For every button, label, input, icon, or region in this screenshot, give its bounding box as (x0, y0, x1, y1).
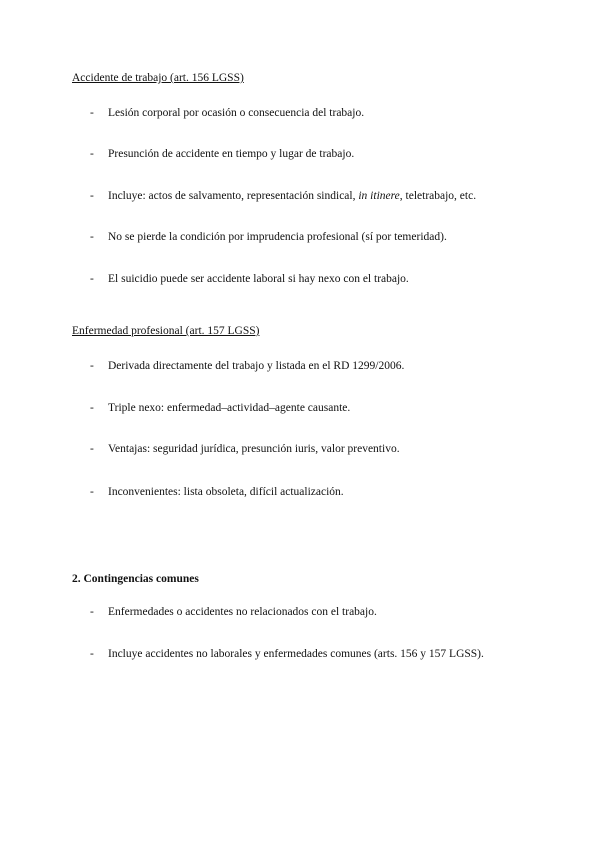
bullet-dash: - (90, 190, 94, 202)
list-item-text: Triple nexo: enfermedad–actividad–agente causante. (108, 402, 351, 414)
list-item-text: Incluye accidentes no laborales y enfermedades comunes (arts. 156 y 157 LGSS). (108, 648, 484, 660)
list-item-text: El suicidio puede ser accidente laboral si hay nexo con el trabajo. (108, 273, 409, 285)
list-item-text: Ventajas: seguridad jurídica, presunción iuris, valor preventivo. (108, 443, 400, 455)
bullet-dash: - (90, 107, 94, 119)
bullet-dash: - (90, 486, 94, 498)
bullet-dash: - (90, 273, 94, 285)
list-item-text: No se pierde la condición por imprudencia profesional (sí por temeridad). (108, 231, 447, 243)
section-heading-accidente-trabajo: Accidente de trabajo (art. 156 LGSS) (72, 72, 244, 84)
bullet-dash: - (90, 231, 94, 243)
bullet-dash: - (90, 443, 94, 455)
list-item-text: Enfermedades o accidentes no relacionados con el trabajo. (108, 606, 377, 618)
list-item (90, 190, 476, 202)
list-item-text-before: Incluye: actos de salvamento, representación sindical, (108, 190, 359, 202)
bullet-dash: - (90, 606, 94, 618)
list-item (90, 648, 484, 660)
bullet-dash: - (90, 148, 94, 160)
list-item-text: Derivada directamente del trabajo y listada en el RD 1299/2006. (108, 360, 405, 372)
list-item-text: Lesión corporal por ocasión o consecuencia del trabajo. (108, 107, 365, 119)
list-item-text: Presunción de accidente en tiempo y lugar de trabajo. (108, 148, 355, 160)
bullet-dash: - (90, 360, 94, 372)
bullet-dash: - (90, 402, 94, 414)
list-item-text: Inconvenientes: lista obsoleta, difícil actualización. (108, 486, 344, 498)
list-item (90, 231, 447, 243)
list-item (90, 107, 364, 119)
list-item (90, 273, 409, 285)
section-heading-contingencias-comunes: 2. Contingencias comunes (72, 573, 199, 585)
bullet-dash: - (90, 648, 94, 660)
list-item (90, 148, 354, 160)
list-item (90, 606, 377, 618)
list-item-text-italic: in itinere (358, 190, 400, 202)
list-item (90, 443, 400, 455)
section-heading-enfermedad-profesional: Enfermedad profesional (art. 157 LGSS) (72, 325, 260, 337)
list-item (90, 360, 404, 372)
list-item (90, 402, 350, 414)
list-item-text-after: , teletrabajo, etc. (399, 190, 477, 202)
list-item (90, 486, 344, 498)
